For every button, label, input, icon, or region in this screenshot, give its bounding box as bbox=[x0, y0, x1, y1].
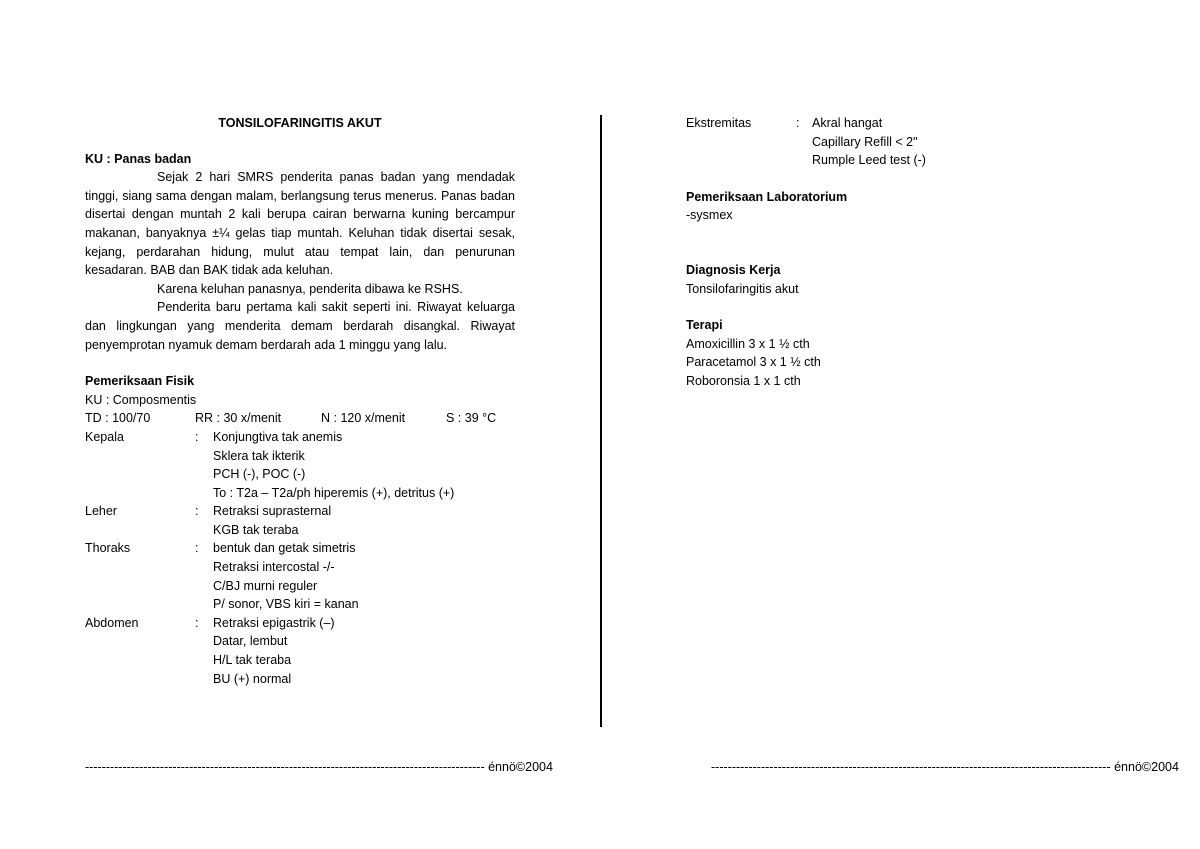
exam-leher bbox=[85, 502, 515, 539]
left-page bbox=[85, 114, 515, 688]
exam-line: To : T2a – T2a/ph hiperemis (+), detritus (+) bbox=[213, 485, 455, 500]
ku-heading: KU : Panas badan bbox=[85, 151, 192, 166]
exam-label: Ekstremitas bbox=[686, 116, 752, 130]
vital-signs bbox=[85, 409, 515, 428]
diagnosis-text: Tonsilofaringitis akut bbox=[686, 281, 799, 296]
exam-label: Kepala bbox=[85, 429, 124, 444]
exam-line: Akral hangat bbox=[812, 116, 883, 130]
exam-kepala bbox=[85, 428, 515, 502]
exam-line: H/L tak teraba bbox=[213, 653, 292, 668]
exam-line: PCH (-), POC (-) bbox=[213, 467, 306, 482]
exam-line: BU (+) normal bbox=[213, 671, 292, 686]
exam-abdomen bbox=[85, 614, 515, 688]
vital-s: S : 39 °C bbox=[446, 411, 497, 426]
footer-dashes: ------------------------------------------------------------------------------------------------ bbox=[711, 760, 1111, 774]
therapy-line: Amoxicillin 3 x 1 ½ cth bbox=[686, 336, 810, 351]
exam-label: Abdomen bbox=[85, 615, 139, 630]
right-page bbox=[686, 114, 1046, 391]
exam-heading: Pemeriksaan Fisik bbox=[85, 374, 195, 389]
exam-line: Retraksi intercostal -/- bbox=[213, 560, 335, 575]
footer-left bbox=[85, 760, 553, 774]
document-title: TONSILOFARINGITIS AKUT bbox=[218, 116, 382, 130]
exam-label: Leher bbox=[85, 504, 117, 519]
footer-credit: énnö©2004 bbox=[488, 760, 553, 774]
lab-heading: Pemeriksaan Laboratorium bbox=[686, 189, 848, 204]
therapy-line: Paracetamol 3 x 1 ½ cth bbox=[686, 355, 821, 370]
exam-line: Konjungtiva tak anemis bbox=[213, 429, 343, 444]
exam-line: Datar, lembut bbox=[213, 634, 288, 649]
history-paragraph: Karena keluhan panasnya, penderita dibawa ke RSHS. bbox=[157, 281, 463, 296]
therapy-line: Roboronsia 1 x 1 cth bbox=[686, 373, 801, 388]
exam-line: C/BJ murni reguler bbox=[213, 578, 318, 593]
history-paragraph: Sejak 2 hari SMRS penderita panas badan yang mendadak tinggi, siang sama dengan malam, berlangsung terus menerus. Panas badan disertai dengan muntah 2 kali berupa cairan berwarna kuning bercampur makanan, banyaknya ±¼ gelas tiap muntah. Keluhan tidak disertai sesak, kejang, perdarahan hidung, mulut atau tempat lain, dan penurunan kesadaran. BAB dan BAK tidak ada keluhan. bbox=[85, 170, 515, 278]
exam-line: Sklera tak ikterik bbox=[213, 448, 305, 463]
diagnosis-heading: Diagnosis Kerja bbox=[686, 262, 781, 277]
exam-colon: : bbox=[195, 429, 199, 444]
exam-thoraks bbox=[85, 539, 515, 613]
exam-line: KGB tak teraba bbox=[213, 522, 299, 537]
exam-colon: : bbox=[195, 541, 199, 556]
ku-status: KU : Composmentis bbox=[85, 392, 197, 407]
exam-line: Retraksi epigastrik (–) bbox=[213, 615, 335, 630]
vital-n: N : 120 x/menit bbox=[321, 411, 406, 426]
page-divider bbox=[600, 115, 602, 727]
exam-label: Thoraks bbox=[85, 541, 131, 556]
exam-colon: : bbox=[796, 116, 800, 130]
vital-rr: RR : 30 x/menit bbox=[195, 411, 282, 426]
therapy-heading: Terapi bbox=[686, 318, 723, 333]
exam-line: Capillary Refill < 2" bbox=[812, 134, 918, 149]
exam-ekstremitas bbox=[686, 114, 1046, 170]
exam-colon: : bbox=[195, 615, 199, 630]
footer-right bbox=[711, 760, 1179, 774]
history-paragraph: Penderita baru pertama kali sakit seperti ini. Riwayat keluarga dan lingkungan yang menderita demam berdarah disangkal. Riwayat penyemprotan nyamuk demam berdarah ada 1 minggu yang lalu. bbox=[85, 300, 515, 352]
exam-colon: : bbox=[195, 504, 199, 519]
exam-line: Rumple Leed test (-) bbox=[812, 153, 926, 168]
exam-line: Retraksi suprasternal bbox=[213, 504, 332, 519]
exam-line: P/ sonor, VBS kiri = kanan bbox=[213, 597, 359, 612]
footer-dashes: ------------------------------------------------------------------------------------------------ bbox=[85, 760, 485, 774]
exam-line: bentuk dan getak simetris bbox=[213, 541, 356, 556]
vital-td: TD : 100/70 bbox=[85, 411, 151, 426]
footer-credit: énnö©2004 bbox=[1114, 760, 1179, 774]
lab-text: -sysmex bbox=[686, 208, 733, 223]
